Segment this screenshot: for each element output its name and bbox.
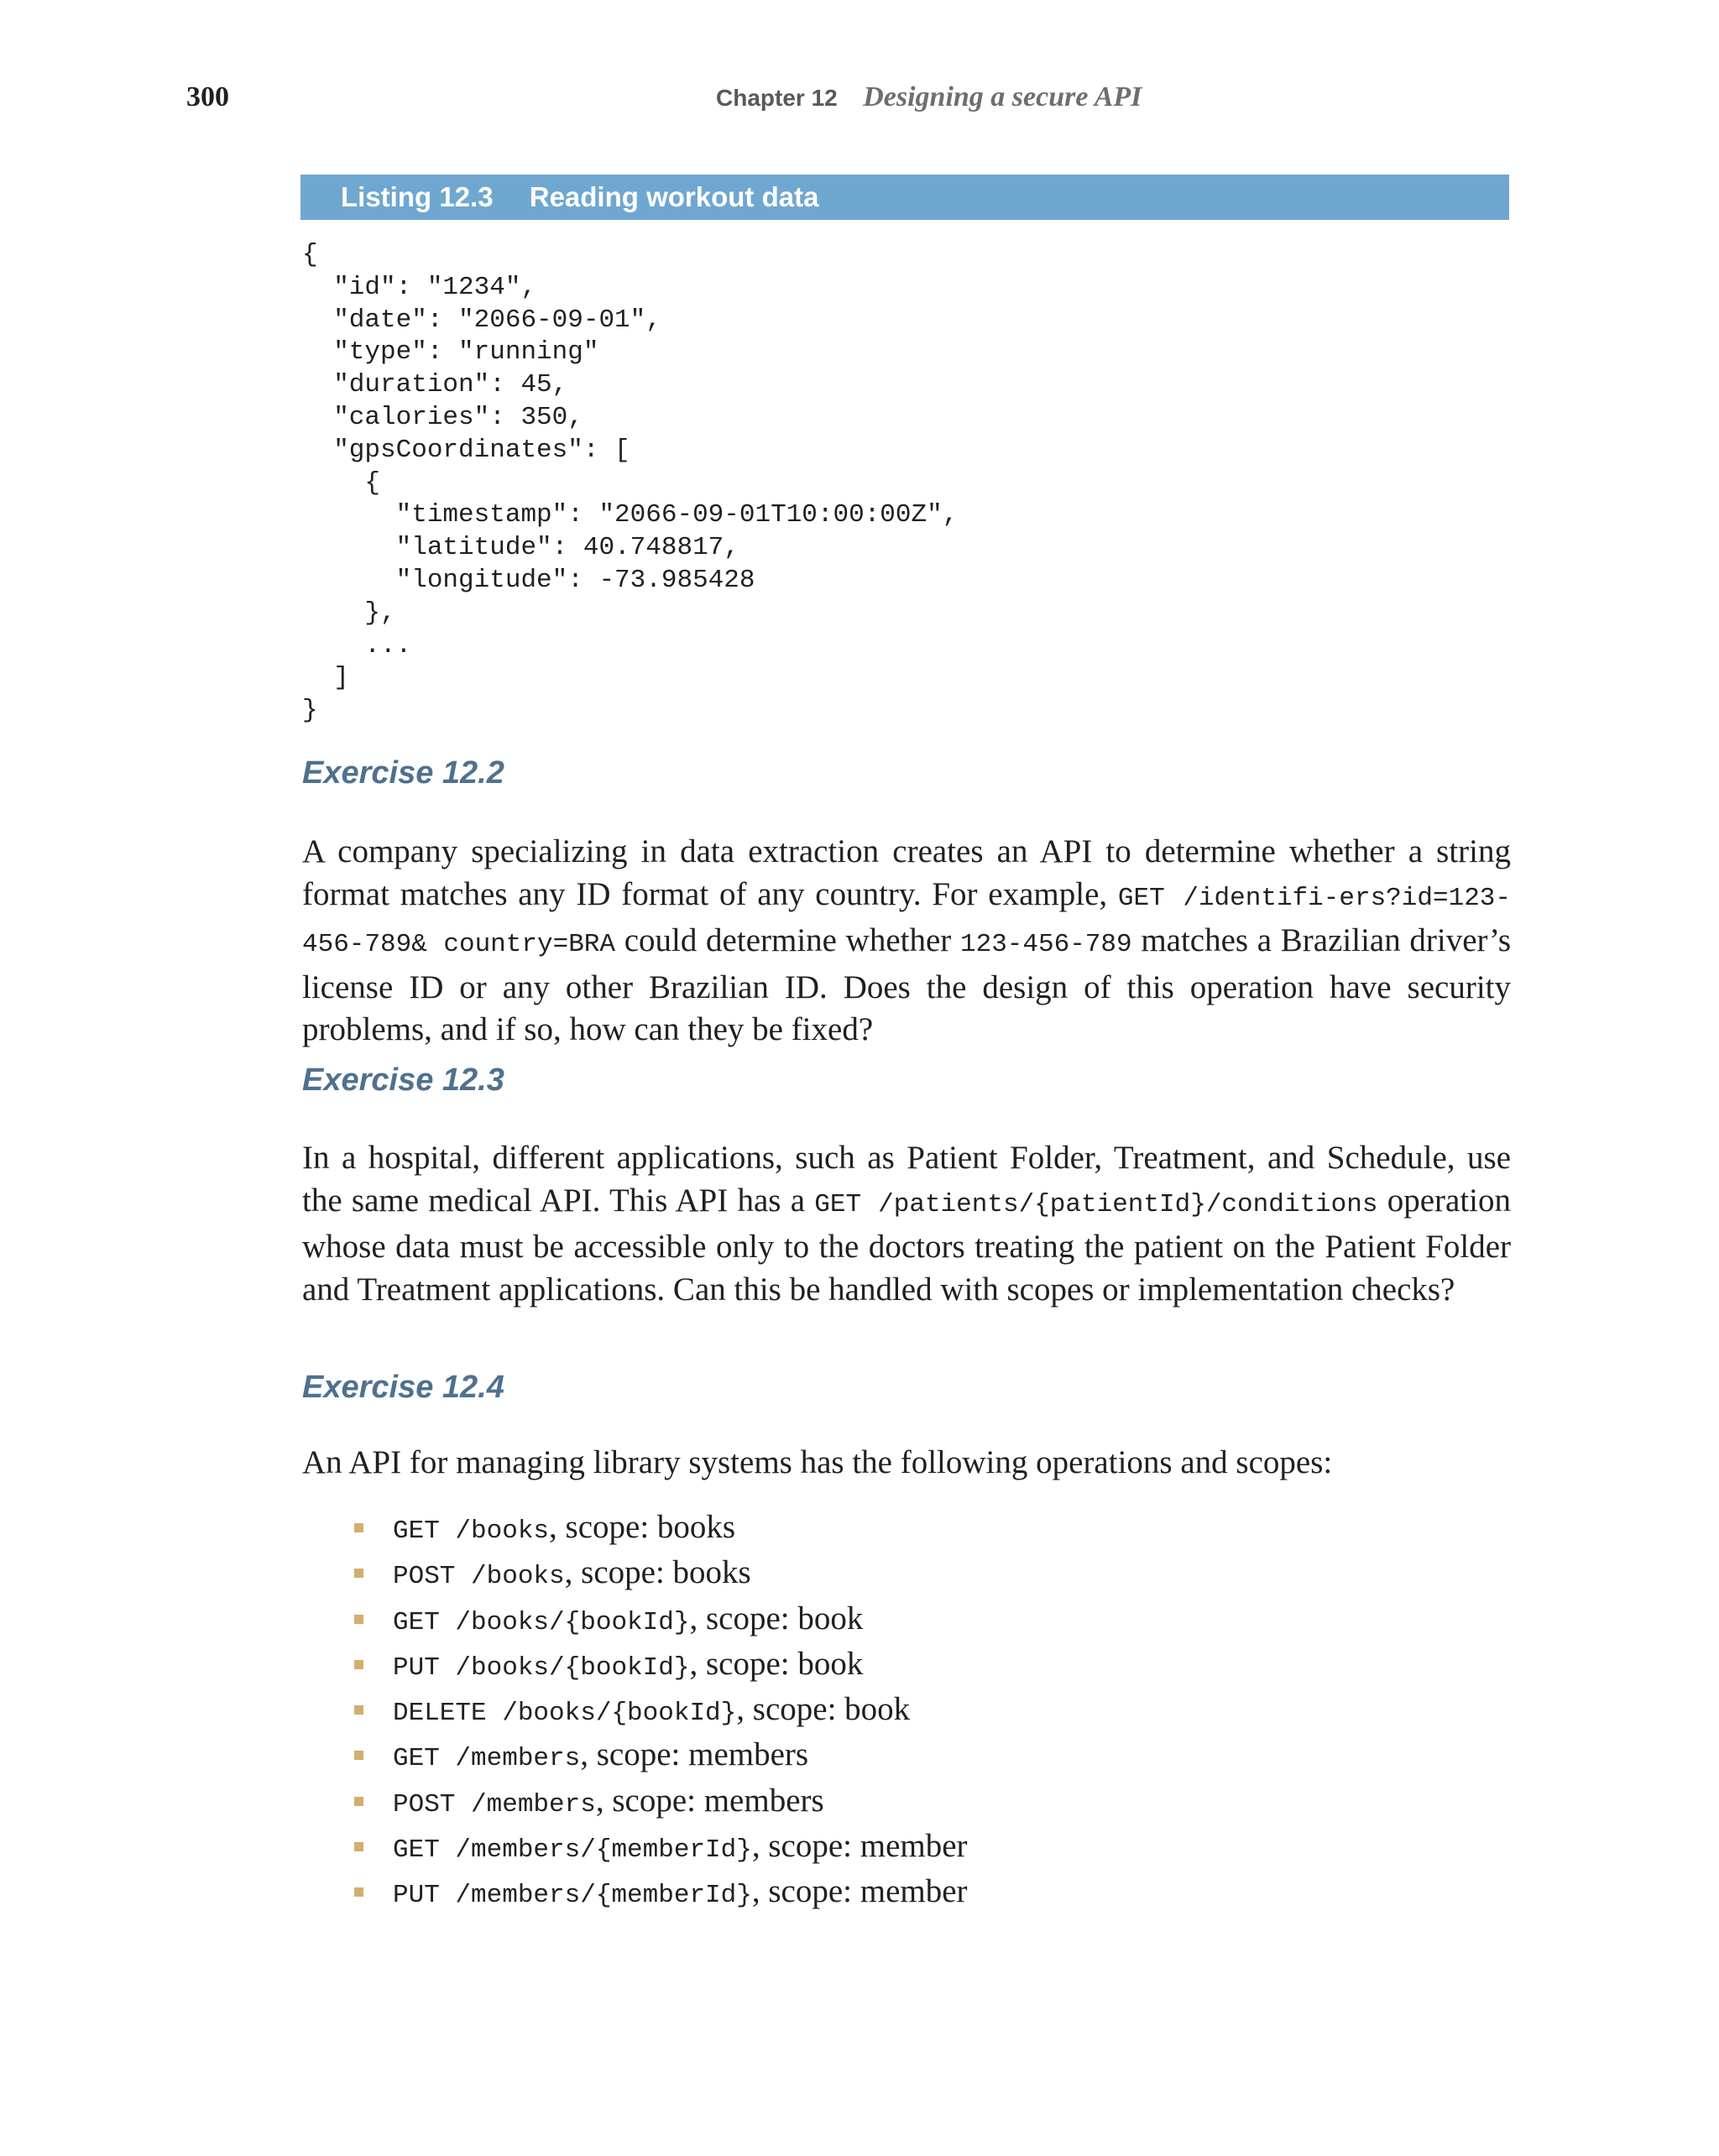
operation-code: DELETE /books/{bookId} (393, 1699, 737, 1729)
list-item (353, 1505, 968, 1550)
listing-title: Reading workout data (529, 181, 819, 212)
operation-code: GET /books (393, 1517, 550, 1546)
operation-code: POST /books (393, 1562, 565, 1592)
operation-scope: , scope: books (549, 1509, 736, 1545)
square-bullet-icon (354, 1887, 363, 1897)
list-item (353, 1869, 968, 1914)
operation-code: GET /members (393, 1744, 581, 1774)
exercise-12-2-heading: Exercise 12.2 (302, 755, 504, 791)
operation-scope: , scope: book (689, 1645, 864, 1682)
listing-number: Listing 12.3 (341, 181, 494, 212)
operation-code: POST /members (393, 1789, 596, 1819)
running-head (716, 81, 1142, 115)
square-bullet-icon (354, 1751, 363, 1760)
square-bullet-icon (354, 1660, 363, 1669)
exercise-12-2-text (302, 831, 1511, 1052)
operation-scope: , scope: books (564, 1554, 751, 1591)
square-bullet-icon (354, 1615, 363, 1624)
operation-code: GET /books/{bookId} (393, 1607, 690, 1637)
operation-scope: , scope: book (689, 1600, 864, 1637)
operation-scope: , scope: members (595, 1782, 824, 1819)
exercise-12-3-text (302, 1137, 1511, 1311)
exercise-12-3-text-part-2: operation whose data must be accessible only to the doctors treating the patient on the Patient Folder and Treatment applications. Can this be handled with scopes or implementation checks? (302, 1182, 1511, 1308)
page-number: 300 (186, 81, 229, 112)
list-item (353, 1642, 968, 1687)
exercise-12-2-code-1: GET /identifi-ers?id=123-456-789& country=BRA (302, 883, 1512, 959)
list-item (353, 1687, 968, 1732)
exercise-12-4-heading: Exercise 12.4 (302, 1370, 504, 1405)
square-bullet-icon (354, 1569, 363, 1578)
listing-code: { "id": "1234", "date": "2066-09-01", "type": "running" "duration": 45, "calories": 350, "gpsCoordinates": [ { "timestamp": "2066-09-01T10:00:00Z", "latitude": 40.748817, "longitude": -73.985428 }, ... ] } (302, 240, 959, 726)
operation-scope: , scope: book (736, 1691, 911, 1728)
operation-code: PUT /members/{memberId} (393, 1881, 752, 1911)
operation-code: GET /members/{memberId} (393, 1835, 752, 1866)
exercise-12-2-text-part-2: could determine whether (615, 922, 960, 958)
list-item (353, 1824, 968, 1869)
list-item (353, 1550, 968, 1595)
exercise-12-3-heading: Exercise 12.3 (302, 1062, 504, 1098)
operation-scope: , scope: member (751, 1828, 968, 1865)
exercise-12-2-text-part-3: matches a Brazilian driver’s license ID or any other Brazilian ID. Does the design of this operation have security problems, and if so, how can they be fixed? (302, 922, 1512, 1047)
square-bullet-icon (354, 1705, 363, 1715)
exercise-12-2-code-2: 123-456-789 (959, 930, 1132, 959)
exercise-12-2-text-part-1: A company specializing in data extraction creates an API to determine whether a string format matches any ID format of any country. For example, (302, 833, 1511, 912)
operation-scope: , scope: members (580, 1736, 809, 1773)
chapter-label: Chapter 12 (716, 85, 838, 111)
list-item (353, 1732, 968, 1778)
exercise-12-3-code-1: GET /patients/{patientId}/conditions (814, 1189, 1378, 1219)
list-item (353, 1596, 968, 1642)
square-bullet-icon (354, 1797, 363, 1806)
square-bullet-icon (354, 1523, 363, 1532)
exercise-12-4-intro: An API for managing library systems has the following operations and scopes: (302, 1444, 1333, 1480)
operation-scope: , scope: member (751, 1873, 968, 1910)
chapter-title: Designing a secure API (863, 81, 1142, 112)
operation-code: PUT /books/{bookId} (393, 1652, 690, 1683)
operations-list (353, 1505, 968, 1915)
list-item (353, 1778, 968, 1824)
listing-caption (300, 175, 1509, 220)
square-bullet-icon (354, 1842, 363, 1851)
exercise-12-3-text-part-1: In a hospital, different applications, such as Patient Folder, Treatment, and Schedule, use the same medical API. This API has a (302, 1140, 1511, 1219)
